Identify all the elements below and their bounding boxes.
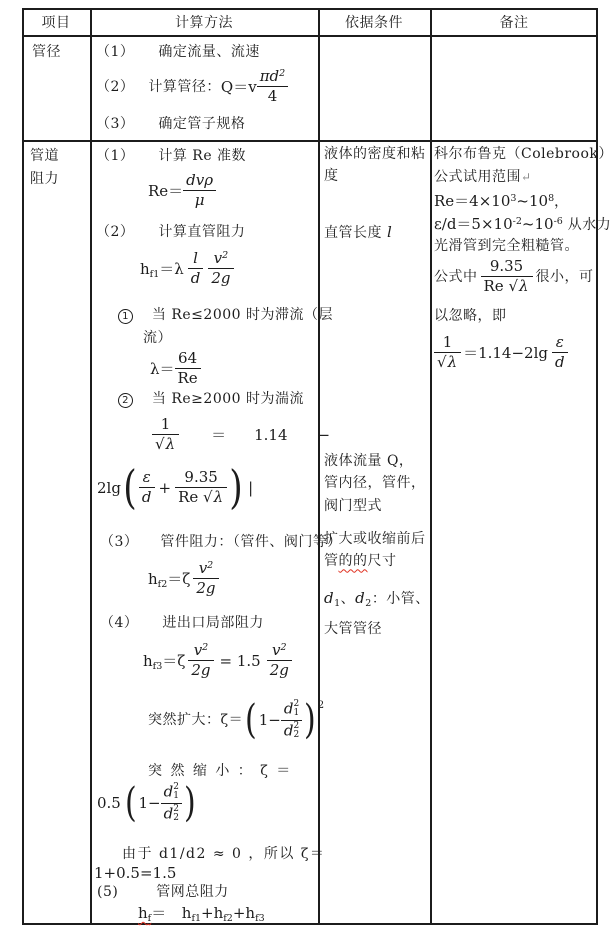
case1-text: 当 Re≤2000 时为滞流（层 (151, 307, 333, 323)
basis-diameters-line1: $d_1$、$d_2$：小管、 (324, 589, 430, 609)
step3-number: （3） (96, 116, 135, 132)
formula-q-lhs: Q＝v (220, 78, 257, 97)
basis-diameters-line2: 大管管径 (324, 621, 382, 637)
formula-turbulent-line1 (152, 416, 330, 454)
notes-eps-range: $\varepsilon/d=5\times 10^{-2}\sim 10^{-6}$ 从水力 (434, 215, 612, 233)
turb-value: 1.14 (254, 425, 288, 444)
circled-2-icon: 2 (118, 393, 133, 408)
notes-simplified-formula (434, 334, 568, 372)
col-header-basis: 依据条件 (345, 15, 403, 31)
hf3-lhs: $h_{f3}=\zeta$ (143, 651, 186, 672)
lg-frac-eps-d: $\frac{\varepsilon}{d}$ (139, 469, 155, 507)
basis-density: 液体的密度和粘度 (324, 146, 426, 185)
hf2-lhs: $h_{f2}=\zeta$ (148, 569, 191, 590)
hf2-frac-v2g: $\frac{v^2}{2g}$ (193, 560, 218, 598)
expansion-d-fraction: d 2 1 d 2 2 (281, 700, 302, 741)
hf1-lhs: $h_{f1}=\lambda$ (140, 259, 184, 280)
basis-flow: 液体流量 Q，管内径，管件，阀门型式 (324, 453, 426, 514)
method-step5-text: 管网总阻力 (156, 884, 229, 900)
expansion-one-minus: 1− (258, 711, 281, 730)
formula-re-fraction: $\frac{\text{dvρ}}{\mu}$ (183, 172, 216, 210)
notes-neglect: 以忽略，即 (434, 308, 507, 324)
case2-line (118, 388, 304, 410)
total-rhs: $h_{f1}+h_{f2}+h_{f3}$ (181, 904, 265, 924)
notes-range-label: 公式试用范围↵ (434, 169, 532, 185)
total-lhs: $h_f$ (138, 904, 152, 924)
method-step1-text: 计算 Re 准数 (158, 148, 247, 164)
table-hline-row1 (22, 140, 598, 142)
method-step2-number: （2） (96, 224, 135, 240)
formula-q-fraction: $\frac{\pi d^2}{4}$ (257, 68, 289, 106)
contraction-label: 突 然 缩 小 ： ζ ＝ (148, 763, 293, 779)
step3-text: 确定管子规格 (158, 116, 246, 132)
turb-equals: ＝ (211, 426, 227, 445)
left-paren: ( (245, 697, 257, 744)
table-vline-3 (430, 8, 432, 925)
formula-sudden-contraction (97, 780, 198, 827)
row1-step3 (96, 113, 245, 135)
notes-colebrook: 科尔布鲁克（Colebrook） (434, 146, 613, 162)
since-line1: 由于 d1/d2 ≈ 0 ，所以 ζ＝ (122, 846, 326, 862)
right-paren: ) (229, 460, 243, 514)
method-step1 (96, 145, 246, 167)
return-mark-icon: ↵ (521, 170, 532, 184)
step2-text: 计算管径： (148, 78, 221, 95)
basis-length: 直管长度 l (324, 223, 393, 241)
table-vline-2 (318, 8, 320, 925)
contraction-one-minus: 1− (138, 794, 161, 813)
col-header-method: 计算方法 (175, 15, 233, 31)
method-step1-number: （1） (96, 148, 135, 164)
formula-turbulent-line2 (97, 460, 254, 514)
case1-line1 (118, 304, 333, 326)
notes-smooth-rough: 光滑管到完全粗糙管。 (434, 238, 579, 254)
hf1-frac-ld: $\frac{l}{d}$ (188, 250, 204, 288)
left-paren: ( (123, 460, 137, 514)
method-step2 (96, 221, 245, 243)
formula-hf2 (148, 560, 219, 598)
basis-size: 扩大或收缩前后管的的尺寸 (324, 531, 426, 570)
step2-number: （2） (96, 78, 135, 95)
notes-lhs-fraction: $\frac{1}{√\lambda}$ (434, 334, 461, 372)
table-vline-1 (90, 8, 92, 925)
method-step3 (100, 531, 342, 553)
expansion-exponent: 2 (317, 699, 325, 711)
cursor-bar: | (248, 478, 254, 497)
formula-sudden-expansion (148, 697, 325, 744)
expansion-label: 突然扩大：ζ＝ (148, 712, 244, 729)
left-paren: ( (124, 780, 137, 827)
method-step3-number: （3） (100, 534, 139, 550)
method-step4-text: 进出口局部阻力 (162, 615, 264, 631)
method-step4 (100, 612, 264, 634)
row1-step1 (96, 41, 260, 63)
col-header-notes: 备注 (499, 15, 529, 31)
turb-minus: − (317, 425, 331, 444)
method-step3-text: 管件阻力：（管件、阀门等） (160, 534, 342, 550)
formula-re (148, 172, 216, 210)
notes-eps-d-fraction: $\frac{\varepsilon}{d}$ (552, 334, 568, 372)
lg-prefix: 2lg (97, 478, 121, 497)
method-step5 (97, 881, 229, 903)
formula-hf3 (143, 642, 292, 680)
step1-number: （1） (96, 44, 135, 60)
notes-small-term: 公式中 $\frac{9.35}{Re √\lambda}$ 很小，可 (434, 257, 594, 296)
notes-935-fraction: $\frac{9.35}{Re √\lambda}$ (481, 258, 533, 296)
notes-re-range: $Re=4\times 10^3\sim 10^8$， (434, 192, 569, 210)
hf3-mid: = 1.5 (219, 651, 261, 670)
lambda-lhs: λ＝ (150, 360, 175, 379)
formula-hf1 (140, 250, 234, 288)
step1-text: 确定流量、流速 (158, 44, 260, 60)
right-paren: ) (183, 780, 196, 827)
row2-item-line2: 阻力 (30, 171, 59, 187)
since-line2: 1+0.5=1.5 (94, 864, 177, 882)
col-header-item: 项目 (41, 15, 71, 31)
case1-line2: 流） (143, 330, 172, 346)
case2-text: 当 Re≥2000 时为湍流 (151, 391, 304, 407)
formula-lambda-laminar (150, 350, 201, 388)
hf3-frac1: $\frac{v^2}{2g}$ (188, 642, 213, 680)
contraction-coef: 0.5 (97, 794, 121, 813)
row2-item-line1: 管道 (30, 148, 59, 164)
method-step4-number: （4） (100, 615, 139, 631)
table-hline-header (22, 35, 598, 37)
formula-re-lhs: Re＝ (148, 182, 184, 201)
circled-1-icon: 1 (118, 309, 133, 324)
method-step5-number: (5) (97, 884, 119, 900)
lg-frac-935: $\frac{9.35}{Re √\lambda}$ (175, 469, 227, 507)
formula-total: $h_f= h_{f1}+h_{f2}+h_{f3}$ (138, 904, 265, 924)
turb-lhs-fraction: $\frac{1}{√\lambda}$ (152, 416, 179, 454)
row1-item-label: 管径 (32, 44, 61, 60)
lg-plus: + (158, 478, 172, 497)
method-step2-text: 计算直管阻力 (158, 224, 246, 240)
lambda-fraction: $\frac{64}{Re}$ (175, 350, 201, 388)
notes-rhs-text: ＝1.14−2lg (463, 344, 548, 363)
hf3-frac2: $\frac{v^2}{2g}$ (267, 642, 292, 680)
contraction-d-fraction: d 2 1 d 2 2 (161, 783, 182, 824)
hf1-frac-v2g: $\frac{v^2}{2g}$ (208, 250, 233, 288)
right-paren: ) (304, 697, 316, 744)
row1-step2 (96, 68, 288, 106)
